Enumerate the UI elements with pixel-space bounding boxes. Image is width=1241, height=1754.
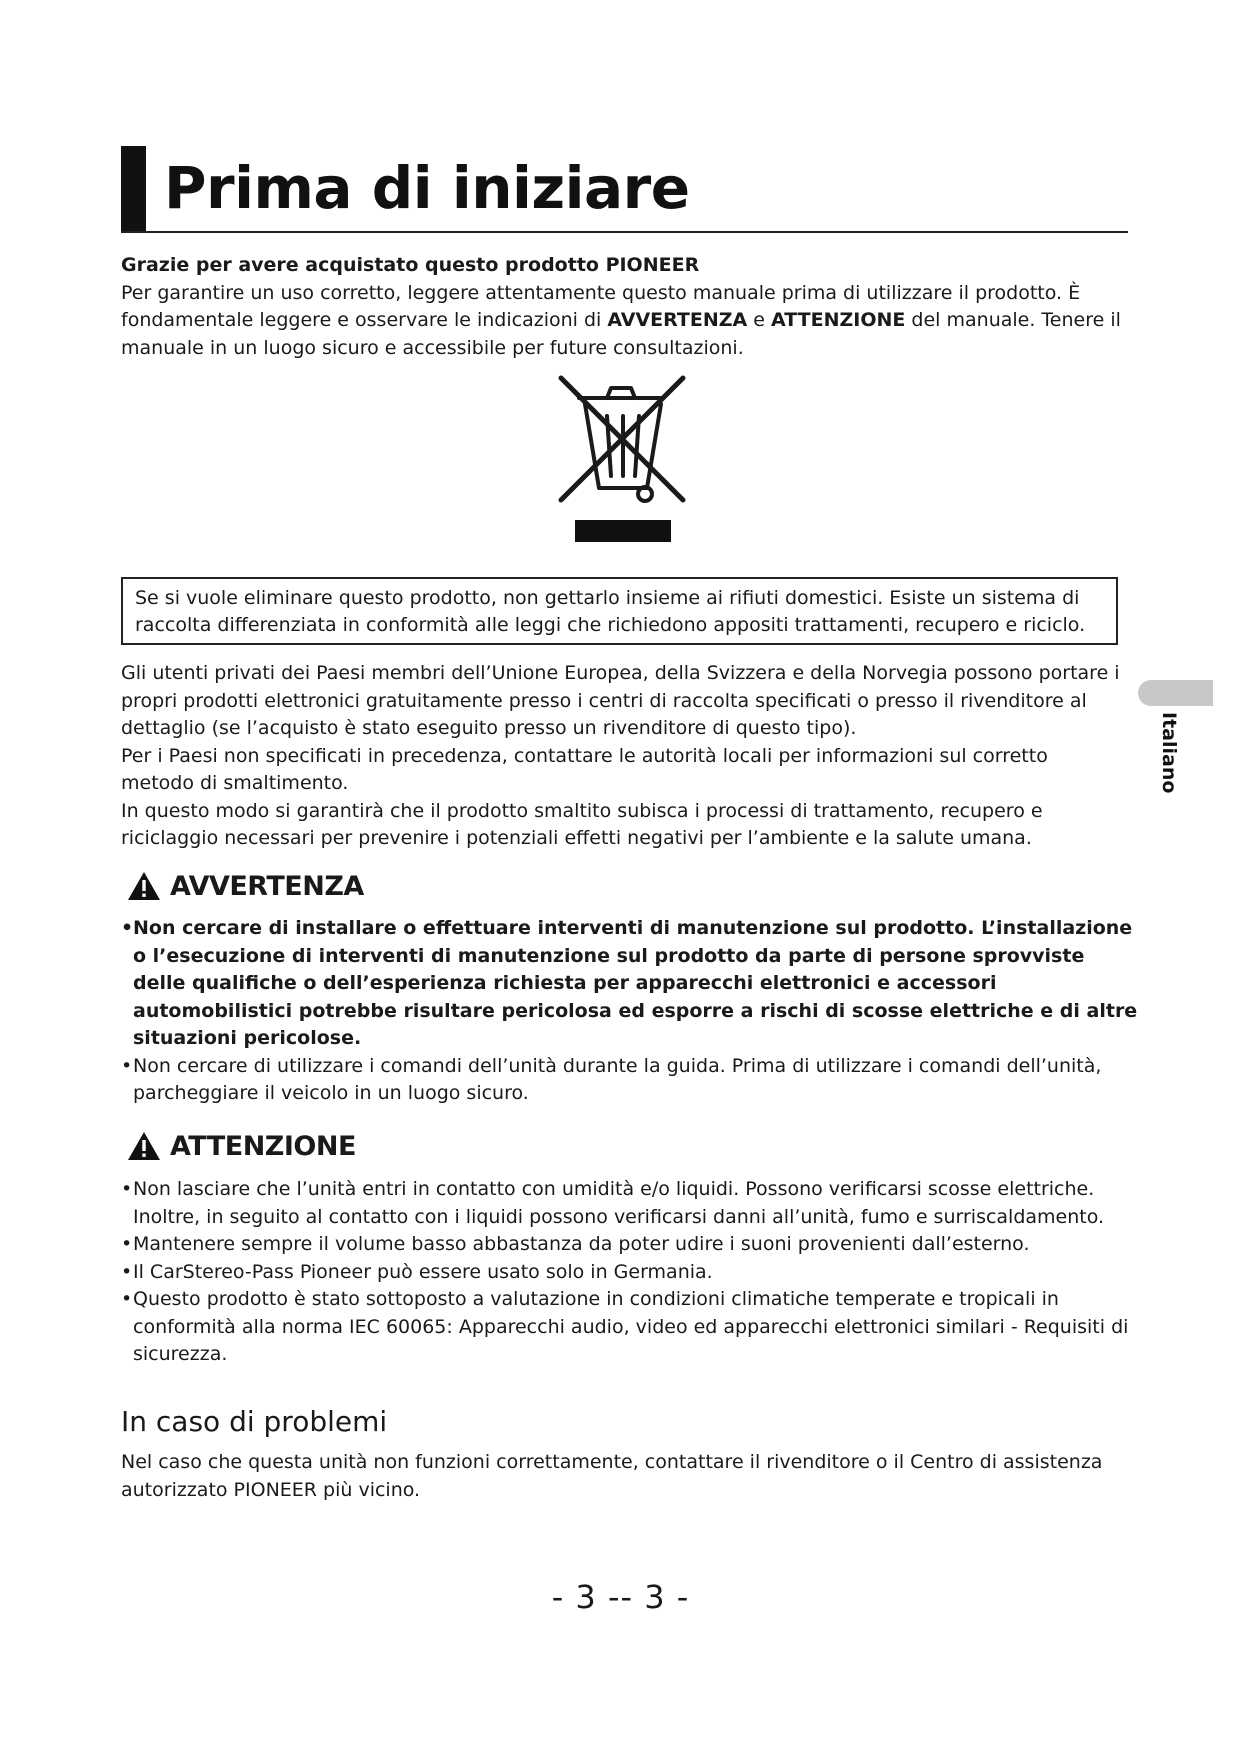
- warning-item: • Non cercare di installare o effettuare interventi di manutenzione sul prodotto. L’installazione o l’esecuzione di interventi di manutenzione sul prodotto da parte di persone sprovviste delle qualifiche o dell’esperienza richiesta per apparecchi elettronici e accessori automobilistici potrebbe risultare pericolosa ed esporre a rischi di scosse elettriche e di altre situazioni pericolose.: [121, 915, 1141, 1053]
- language-tab-label: Italiano: [1158, 712, 1180, 794]
- caution-item: • Questo prodotto è stato sottoposto a valutazione in condizioni climatiche temperate e tropicali in conformità alla norma IEC 60065: Apparecchi audio, video ed apparecchi elettronici similari - Requisiti di sicurezza.: [121, 1286, 1141, 1369]
- caution-item: • Non lasciare che l’unità entri in contatto con umidità e/o liquidi. Possono verificarsi scosse elettriche. Inoltre, in seguito al contatto con i liquidi possono verificarsi danni all’unità, fumo e surriscaldamento.: [121, 1176, 1141, 1231]
- warning-title: AVVERTENZA: [170, 870, 364, 902]
- disposal-paragraph: Per i Paesi non specificati in precedenza, contattare le autorità locali per informazioni sul corretto metodo di smaltimento.: [121, 744, 1048, 794]
- caution-item: • Mantenere sempre il volume basso abbastanza da poter udire i suoni provenienti dall’esterno.: [121, 1231, 1141, 1259]
- title-accent-bar: [121, 146, 146, 232]
- disposal-info: [121, 660, 1121, 853]
- recycling-notice-box: [121, 577, 1118, 645]
- intro-heading: Grazie per avere acquistato questo prodotto PIONEER: [121, 254, 700, 276]
- intro-text-part1: Per garantire un uso corretto, leggere attentamente questo manuale prima di utilizzare il prodotto. È fondamentale leggere e osservare le indicazioni di: [121, 281, 1081, 331]
- troubleshooting-title: In caso di problemi: [121, 1405, 388, 1438]
- caution-item: • Il CarStereo-Pass Pioneer può essere usato solo in Germania.: [121, 1259, 1141, 1287]
- caution-list: [121, 1176, 1141, 1369]
- caution-heading: [126, 1130, 356, 1162]
- warning-triangle-icon: [126, 870, 162, 902]
- caution-triangle-icon: [126, 1130, 162, 1162]
- warning-list: [121, 915, 1141, 1108]
- intro-text: [121, 280, 1131, 363]
- weee-crossed-bin-icon: [555, 372, 690, 557]
- intro-bold-warning: AVVERTENZA: [607, 309, 748, 331]
- intro-bold-caution: ATTENZIONE: [771, 309, 906, 331]
- troubleshooting-section: [121, 1449, 1121, 1504]
- troubleshooting-text: Nel caso che questa unità non funzioni correttamente, contattare il rivenditore o il Centro di assistenza autorizzato PIONEER più vicino.: [121, 1451, 1103, 1501]
- warning-heading: [126, 870, 364, 902]
- intro-text-part2: del manuale. Tenere il manuale in un luogo sicuro e accessibile per future consultazioni.: [121, 309, 1121, 359]
- caution-title: ATTENZIONE: [170, 1130, 356, 1162]
- title-rule: [121, 231, 1128, 233]
- page-number: - 3 -- 3 -: [551, 1578, 690, 1616]
- language-tab-marker: [1138, 680, 1213, 706]
- intro-section: [121, 252, 1131, 362]
- page-title: Prima di iniziare: [164, 154, 690, 222]
- disposal-paragraph: In questo modo si garantirà che il prodotto smaltito subisca i processi di trattamento, recupero e riciclaggio necessari per prevenire i potenziali effetti negativi per l’ambiente e la salute umana.: [121, 799, 1043, 849]
- disposal-paragraph: Gli utenti privati dei Paesi membri dell’Unione Europea, della Svizzera e della Norvegia possono portare i propri prodotti elettronici gratuitamente presso i centri di raccolta specificati o presso il rivenditore al dettaglio (se l’acquisto è stato eseguito presso un rivenditore di questo tipo).: [121, 662, 1120, 739]
- intro-text-and: e: [747, 309, 772, 331]
- warning-item: • Non cercare di utilizzare i comandi dell’unità durante la guida. Prima di utilizzare i comandi dell’unità, parcheggiare il veicolo in un luogo sicuro.: [121, 1053, 1141, 1108]
- recycling-notice-text: Se si vuole eliminare questo prodotto, non gettarlo insieme ai rifiuti domestici. Esiste un sistema di raccolta differenziata in conformità alle leggi che richiedono appositi trattamenti, recupero e riciclo.: [135, 587, 1086, 636]
